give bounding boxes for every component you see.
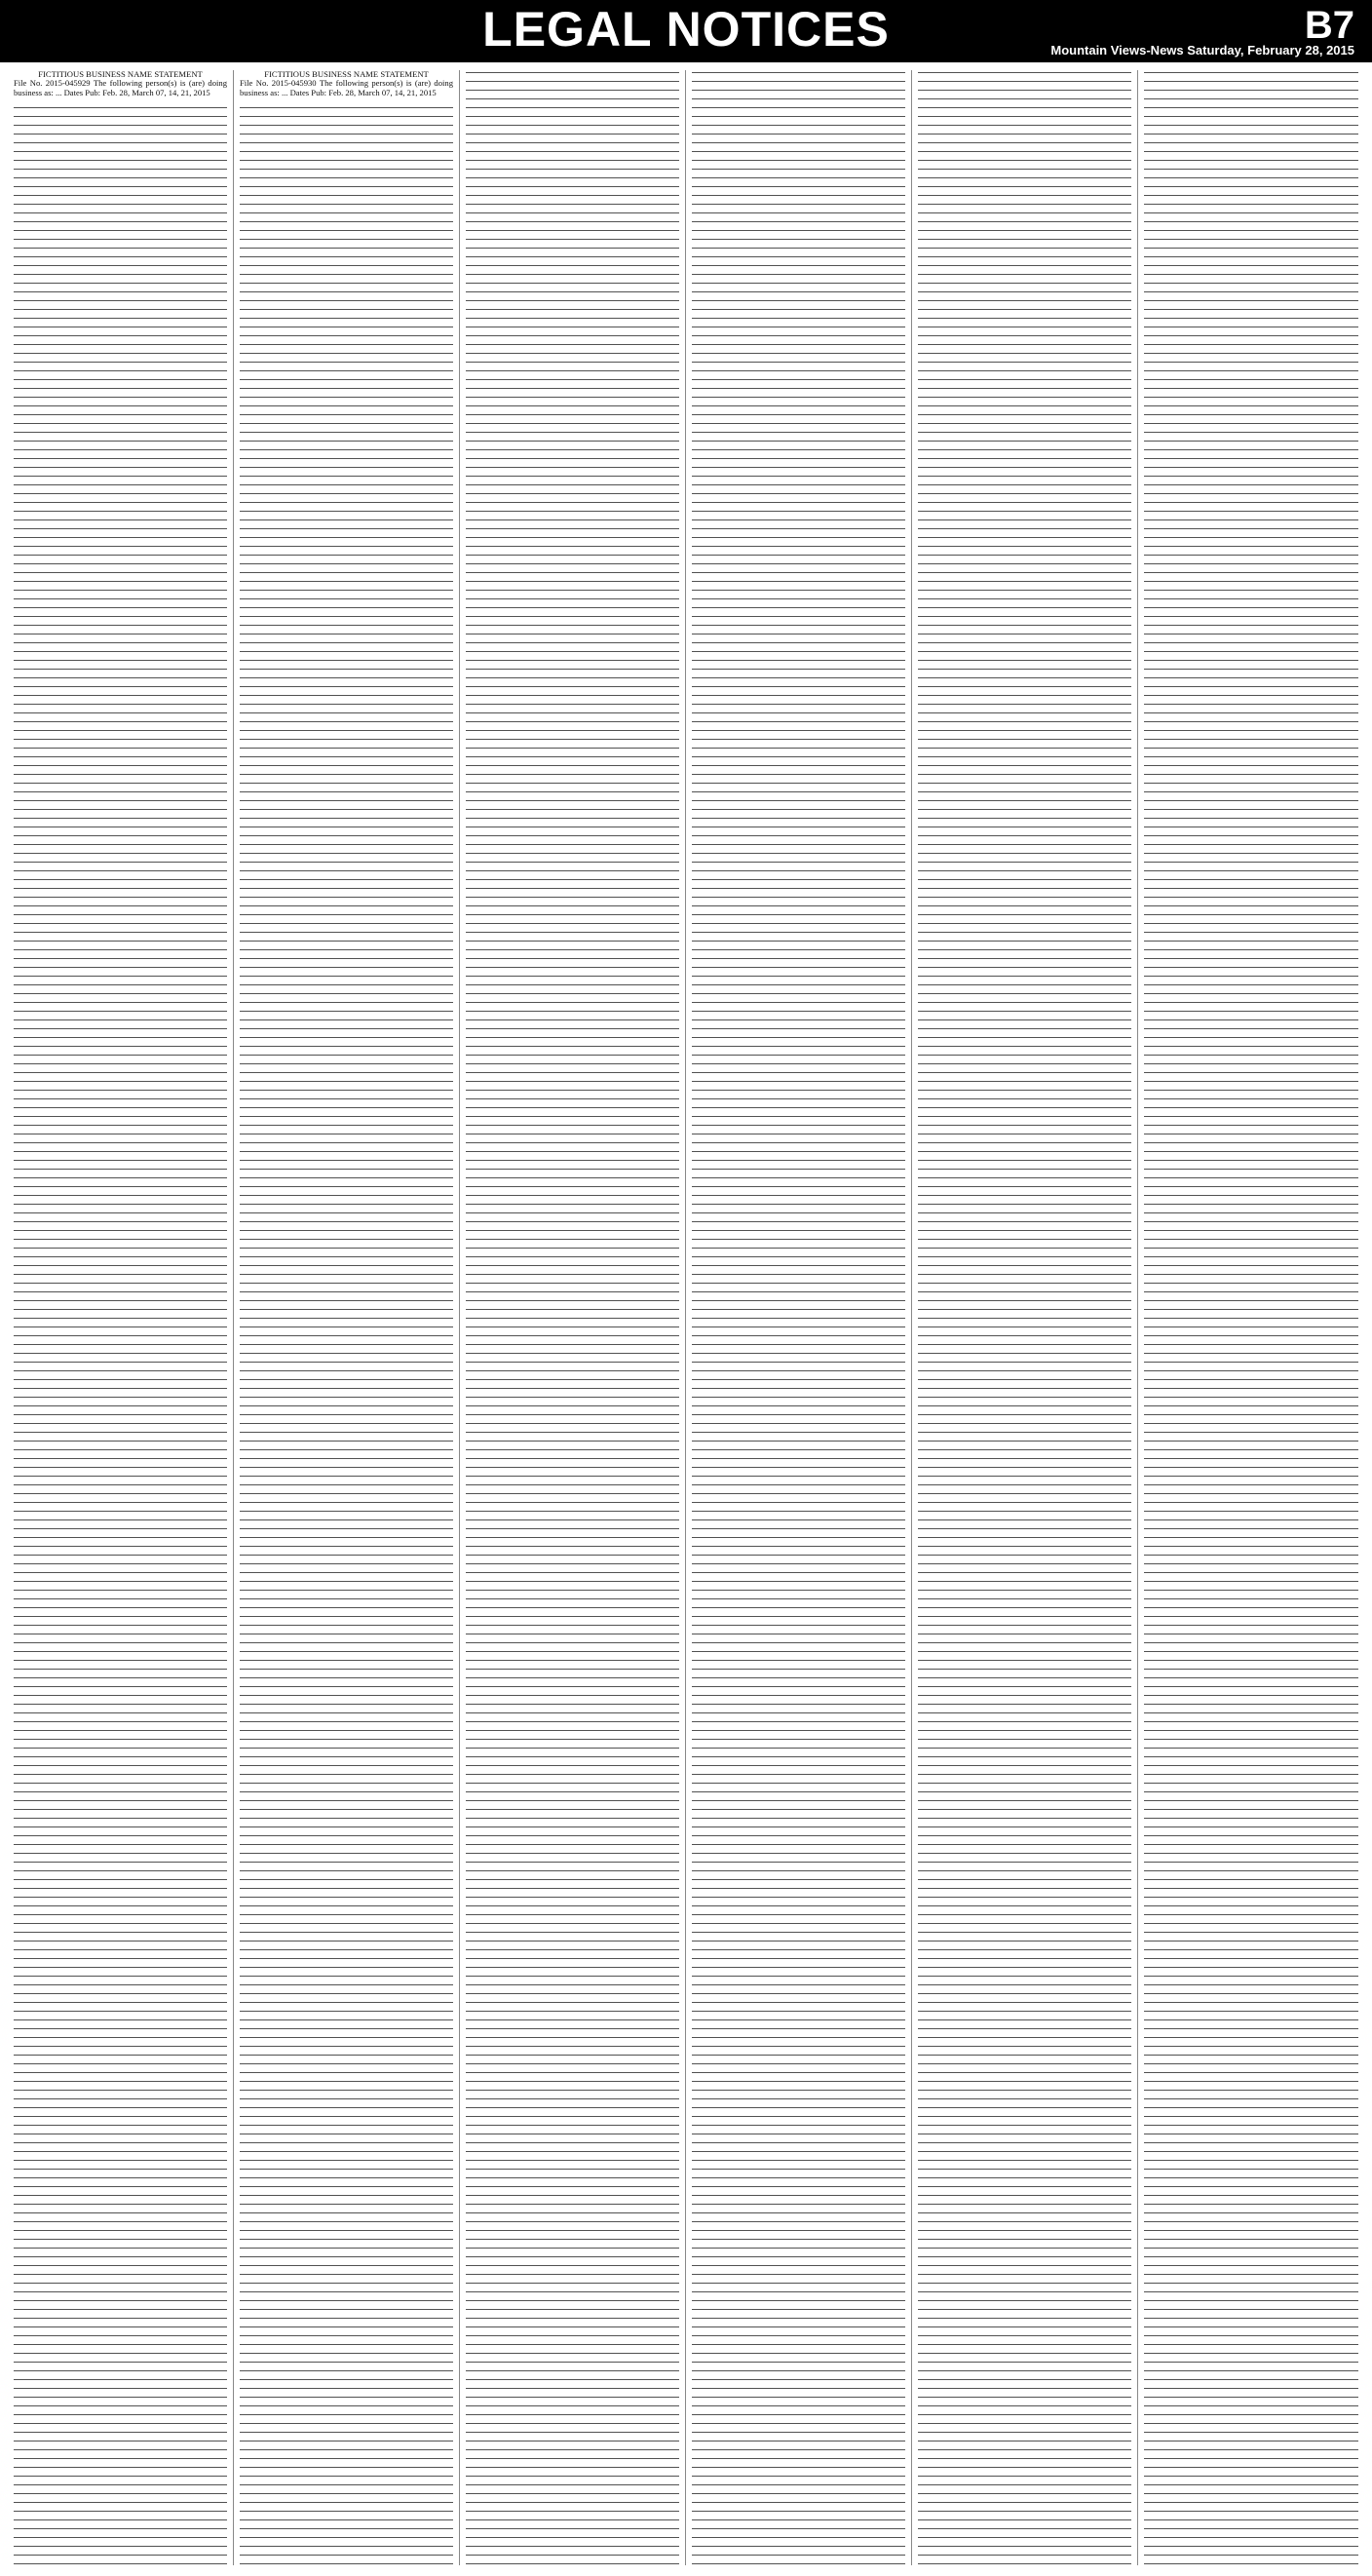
notice (240, 70, 453, 97)
column-5 (912, 70, 1138, 2565)
section-title: LEGAL NOTICES (482, 2, 890, 57)
column-3 (460, 70, 686, 2565)
column-text-lines (466, 70, 679, 2565)
publication-line: Mountain Views-News Saturday, February 28, 2015 (1050, 43, 1354, 58)
notice-file-number: File No. 2015-045930 (240, 78, 317, 89)
notice-published: Dates Pub: Feb. 28, March 07, 14, 21, 2015 (289, 87, 437, 97)
column-4 (686, 70, 912, 2565)
notice-title: FICTITIOUS BUSINESS NAME STATEMENT (264, 70, 429, 79)
column-text-lines (1144, 70, 1358, 2565)
column-text-lines (918, 70, 1131, 2565)
page-header (0, 0, 1372, 62)
notice-body: The following person(s) is (are) doing business as: ... (14, 78, 227, 97)
column-text-lines (14, 105, 227, 2565)
column-1 (8, 70, 234, 2565)
column-text-lines (692, 70, 905, 2565)
column-2 (234, 70, 460, 2565)
notice-title: FICTITIOUS BUSINESS NAME STATEMENT (38, 70, 203, 79)
notice-published: Dates Pub: Feb. 28, March 07, 14, 21, 2015 (63, 87, 210, 97)
column-text-lines (240, 105, 453, 2565)
notice-file-number: File No. 2015-045929 (14, 78, 91, 89)
notice-body: The following person(s) is (are) doing business as: ... (240, 78, 453, 97)
page-number: B7 (1304, 4, 1354, 47)
notice (14, 70, 227, 97)
notice-columns (8, 70, 1364, 2565)
column-6 (1138, 70, 1364, 2565)
